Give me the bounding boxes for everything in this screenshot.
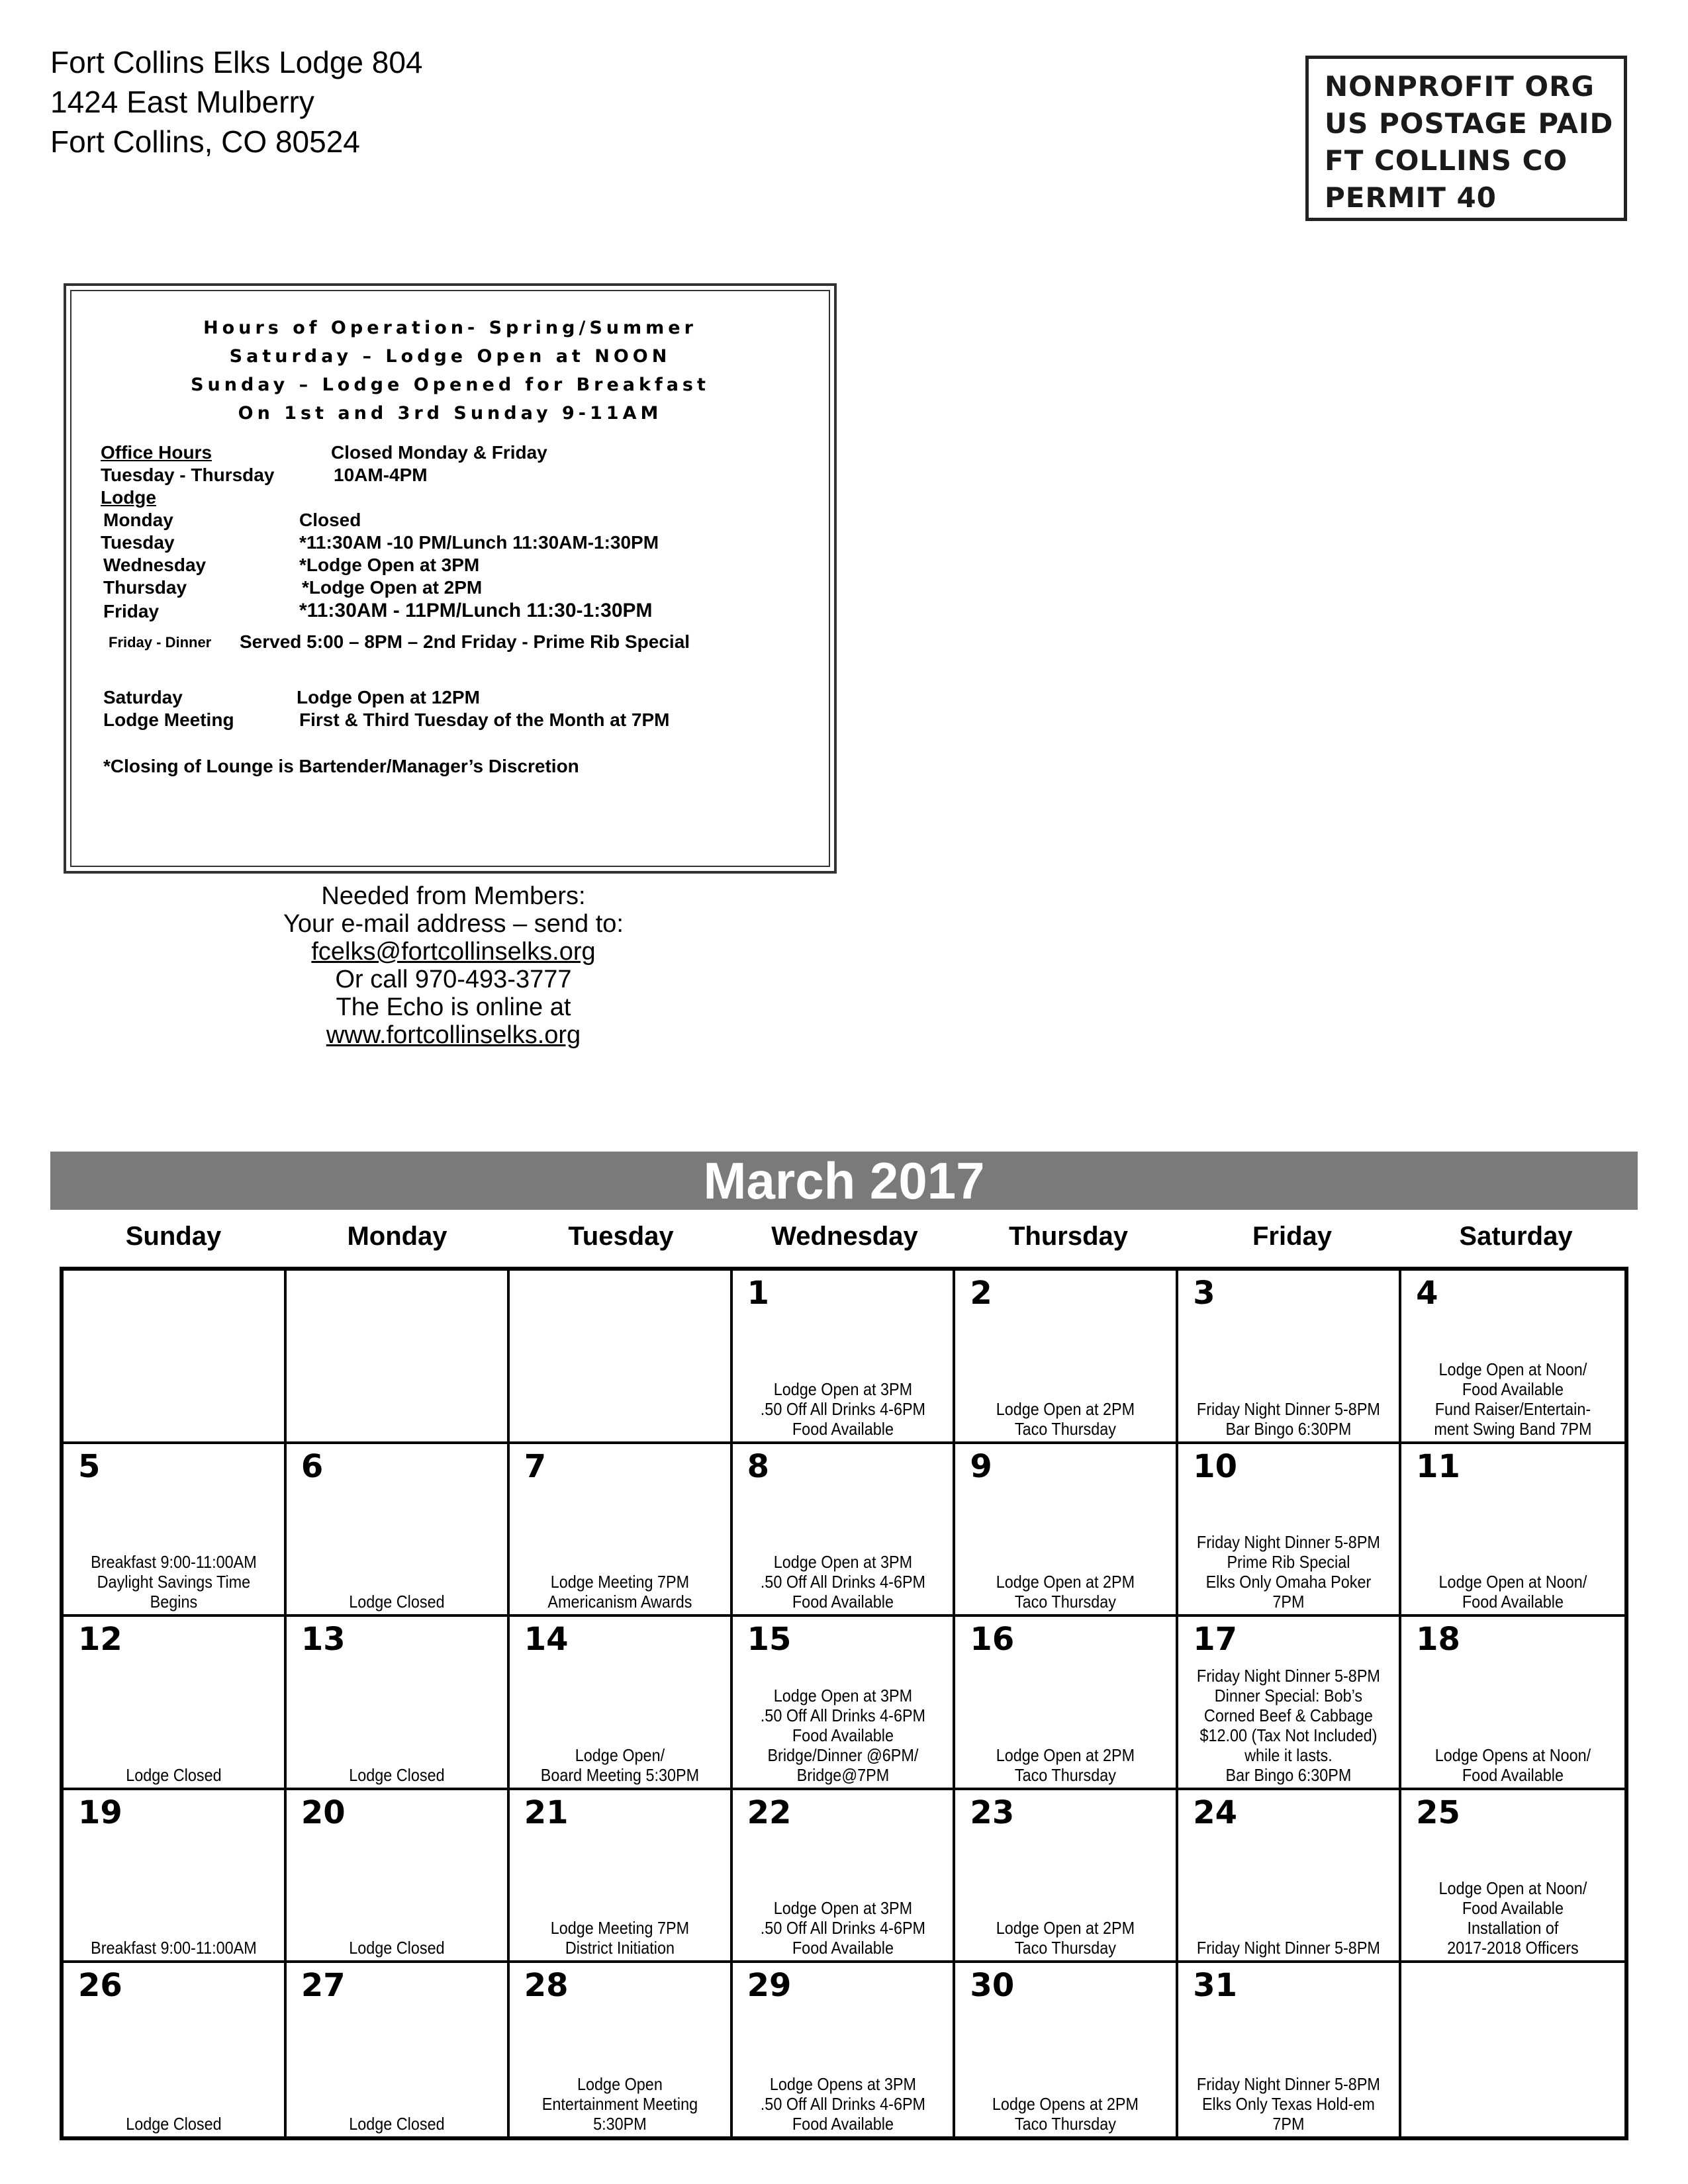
day-number: 6 bbox=[301, 1447, 324, 1485]
day-number: 13 bbox=[301, 1621, 346, 1659]
lodge-meeting-time: First & Third Tuesday of the Month at 7PM bbox=[299, 709, 670, 730]
day-events: Lodge Meeting 7PM District Initiation bbox=[550, 1918, 689, 1958]
postage-indicia bbox=[1305, 56, 1627, 221]
office-hours-closed: Closed Monday & Friday bbox=[331, 442, 547, 463]
weekday-header: Sunday bbox=[125, 1222, 222, 1251]
calendar-empty-cell bbox=[510, 1271, 733, 1444]
day-number: 29 bbox=[747, 1967, 792, 2005]
weekday-header: Thursday bbox=[1008, 1222, 1129, 1251]
day-number: 15 bbox=[747, 1621, 792, 1659]
day-events: Lodge Closed bbox=[126, 1764, 222, 1785]
day-events: Lodge Open at 3PM .50 Off All Drinks 4-6PM Food Available Bridge/Dinner @6PM/ Bridge@7PM bbox=[760, 1685, 925, 1785]
calendar-day-10 bbox=[1178, 1444, 1401, 1617]
weekday-header: Friday bbox=[1252, 1222, 1333, 1251]
calendar-day-24 bbox=[1178, 1790, 1401, 1964]
lodge-day: Thursday bbox=[103, 577, 187, 598]
day-number: 21 bbox=[524, 1794, 569, 1831]
hours-of-operation-box bbox=[64, 283, 837, 874]
day-events: Lodge Opens at Noon/ Food Available bbox=[1434, 1745, 1591, 1785]
day-events: Lodge Meeting 7PM Americanism Awards bbox=[547, 1572, 692, 1612]
office-time: 10AM-4PM bbox=[334, 465, 428, 485]
day-number: 10 bbox=[1193, 1447, 1238, 1485]
calendar-day-7 bbox=[510, 1444, 733, 1617]
postage-line: PERMIT 40 bbox=[1325, 181, 1497, 214]
calendar-day-11 bbox=[1401, 1444, 1624, 1617]
calendar-day-17 bbox=[1178, 1617, 1401, 1790]
calendar-day-8 bbox=[733, 1444, 956, 1617]
calendar-day-22 bbox=[733, 1790, 956, 1964]
day-events: Lodge Closed bbox=[349, 1764, 445, 1785]
day-number: 9 bbox=[970, 1447, 992, 1485]
lodge-time: *11:30AM -10 PM/Lunch 11:30AM-1:30PM bbox=[299, 532, 659, 553]
calendar-day-9 bbox=[955, 1444, 1178, 1617]
notice-line: Needed from Members: bbox=[321, 882, 586, 910]
day-number: 3 bbox=[1193, 1275, 1215, 1312]
day-number: 14 bbox=[524, 1621, 569, 1659]
lodge-time: *Lodge Open at 2PM bbox=[302, 577, 483, 598]
website-link[interactable]: www.fortcollinselks.org bbox=[326, 1021, 581, 1049]
lodge-time: *Lodge Open at 3PM bbox=[299, 555, 480, 575]
return-address-line: Fort Collins, CO 80524 bbox=[50, 124, 360, 159]
day-events: Lodge Closed bbox=[349, 2114, 445, 2134]
return-address-line: 1424 East Mulberry bbox=[50, 85, 314, 119]
day-number: 11 bbox=[1416, 1447, 1460, 1485]
day-events: Lodge Open Entertainment Meeting 5:30PM bbox=[541, 2074, 698, 2134]
day-events: Friday Night Dinner 5-8PM Prime Rib Special Elks Only Omaha Poker 7PM bbox=[1197, 1532, 1381, 1612]
calendar-day-3 bbox=[1178, 1271, 1401, 1444]
day-events: Lodge Open at 2PM Taco Thursday bbox=[996, 1918, 1135, 1958]
closing-note: *Closing of Lounge is Bartender/Manager’s Discretion bbox=[103, 756, 579, 776]
hours-heading-line: Saturday – Lodge Open at NOON bbox=[229, 346, 671, 367]
calendar-day-28 bbox=[510, 1963, 733, 2136]
day-number: 27 bbox=[301, 1967, 346, 2005]
postage-line: FT COLLINS CO bbox=[1325, 144, 1568, 177]
day-events: Lodge Closed bbox=[349, 1592, 445, 1612]
calendar-day-30 bbox=[955, 1963, 1178, 2136]
calendar-day-14 bbox=[510, 1617, 733, 1790]
calendar-grid bbox=[60, 1267, 1628, 2140]
day-number: 30 bbox=[970, 1967, 1015, 2005]
day-number: 22 bbox=[747, 1794, 792, 1831]
calendar-day-25 bbox=[1401, 1790, 1624, 1964]
lodge-day: Friday bbox=[103, 601, 160, 621]
day-events: Friday Night Dinner 5-8PM Bar Bingo 6:30PM bbox=[1197, 1398, 1381, 1439]
calendar-day-5 bbox=[64, 1444, 287, 1617]
calendar-title: March 2017 bbox=[50, 1152, 1638, 1210]
lodge-label: Lodge bbox=[101, 487, 156, 508]
lodge-day: Tuesday bbox=[101, 532, 175, 553]
day-events: Breakfast 9:00-11:00AM Daylight Savings Time Begins bbox=[91, 1552, 257, 1612]
calendar-day-15 bbox=[733, 1617, 956, 1790]
day-events: Lodge Open at 3PM .50 Off All Drinks 4-6PM Food Available bbox=[760, 1898, 925, 1958]
calendar-day-16 bbox=[955, 1617, 1178, 1790]
hours-heading-line: Sunday – Lodge Opened for Breakfast bbox=[191, 375, 710, 395]
lodge-day: Wednesday bbox=[103, 555, 207, 575]
day-number: 24 bbox=[1193, 1794, 1238, 1831]
day-number: 8 bbox=[747, 1447, 769, 1485]
day-number: 5 bbox=[78, 1447, 101, 1485]
saturday-time: Lodge Open at 12PM bbox=[297, 687, 480, 707]
lodge-meeting-label: Lodge Meeting bbox=[103, 709, 234, 730]
members-notice bbox=[0, 882, 907, 1049]
day-number: 28 bbox=[524, 1967, 569, 2005]
day-events: Breakfast 9:00-11:00AM bbox=[91, 1938, 257, 1958]
day-number: 17 bbox=[1193, 1621, 1238, 1659]
day-number: 20 bbox=[301, 1794, 346, 1831]
day-number: 7 bbox=[524, 1447, 547, 1485]
day-events: Lodge Closed bbox=[126, 2114, 222, 2134]
calendar-day-18 bbox=[1401, 1617, 1624, 1790]
day-events: Lodge Open at 3PM .50 Off All Drinks 4-6PM Food Available bbox=[760, 1379, 925, 1439]
day-number: 31 bbox=[1193, 1967, 1238, 2005]
notice-line: Your e-mail address – send to: bbox=[283, 910, 624, 938]
calendar-day-27 bbox=[287, 1963, 510, 2136]
calendar-empty-cell bbox=[64, 1271, 287, 1444]
calendar-day-6 bbox=[287, 1444, 510, 1617]
day-number: 25 bbox=[1416, 1794, 1460, 1831]
saturday-day: Saturday bbox=[103, 687, 183, 707]
calendar-day-21 bbox=[510, 1790, 733, 1964]
return-address bbox=[50, 42, 423, 161]
weekday-header: Wednesday bbox=[771, 1222, 918, 1251]
calendar-empty-cell bbox=[287, 1271, 510, 1444]
day-events: Lodge Open/ Board Meeting 5:30PM bbox=[540, 1745, 699, 1785]
calendar-day-1 bbox=[733, 1271, 956, 1444]
day-events: Lodge Closed bbox=[349, 1938, 445, 1958]
calendar-day-20 bbox=[287, 1790, 510, 1964]
hours-heading-line: Hours of Operation- Spring/Summer bbox=[203, 318, 697, 338]
friday-dinner-prefix: Friday - Dinner bbox=[109, 634, 212, 651]
lodge-day: Monday bbox=[103, 510, 173, 530]
office-days: Tuesday - Thursday bbox=[101, 465, 275, 485]
weekday-header: Tuesday bbox=[568, 1222, 674, 1251]
calendar-empty-cell bbox=[1401, 1963, 1624, 2136]
postage-line: NONPROFIT ORG bbox=[1325, 70, 1595, 103]
day-events: Friday Night Dinner 5-8PM bbox=[1197, 1938, 1381, 1958]
calendar-day-31 bbox=[1178, 1963, 1401, 2136]
email-link[interactable]: fcelks@fortcollinselks.org bbox=[311, 938, 596, 966]
day-events: Lodge Open at Noon/ Food Available Fund Raiser/Entertain- ment Swing Band 7PM bbox=[1434, 1359, 1592, 1439]
calendar-day-13 bbox=[287, 1617, 510, 1790]
return-address-line: Fort Collins Elks Lodge 804 bbox=[50, 45, 423, 79]
day-events: Lodge Open at 3PM .50 Off All Drinks 4-6PM Food Available bbox=[760, 1552, 925, 1612]
day-events: Lodge Open at Noon/ Food Available bbox=[1438, 1572, 1587, 1612]
lodge-time: *11:30AM - 11PM/Lunch 11:30-1:30PM bbox=[299, 600, 653, 621]
calendar-day-19 bbox=[64, 1790, 287, 1964]
day-number: 1 bbox=[747, 1275, 769, 1312]
day-events: Lodge Opens at 2PM Taco Thursday bbox=[992, 2094, 1139, 2134]
office-hours-label: Office Hours bbox=[101, 442, 212, 463]
postage-line: US POSTAGE PAID bbox=[1325, 107, 1614, 140]
notice-line: Or call 970-493-3777 bbox=[335, 966, 572, 993]
weekday-header: Saturday bbox=[1459, 1222, 1573, 1251]
calendar-day-23 bbox=[955, 1790, 1178, 1964]
calendar-day-4 bbox=[1401, 1271, 1624, 1444]
calendar-day-26 bbox=[64, 1963, 287, 2136]
day-events: Friday Night Dinner 5-8PM Dinner Special: Bob’s Corned Beef & Cabbage $12.00 (Tax Not Included) while it lasts. Bar Bingo 6:30PM bbox=[1197, 1665, 1381, 1785]
day-number: 23 bbox=[970, 1794, 1015, 1831]
day-events: Friday Night Dinner 5-8PM Elks Only Texas Hold-em 7PM bbox=[1197, 2074, 1381, 2134]
day-events: Lodge Open at 2PM Taco Thursday bbox=[996, 1745, 1135, 1785]
day-events: Lodge Opens at 3PM .50 Off All Drinks 4-6PM Food Available bbox=[760, 2074, 925, 2134]
day-number: 19 bbox=[78, 1794, 122, 1831]
day-number: 12 bbox=[78, 1621, 122, 1659]
calendar-day-29 bbox=[733, 1963, 956, 2136]
day-number: 26 bbox=[78, 1967, 122, 2005]
day-number: 18 bbox=[1416, 1621, 1460, 1659]
notice-line: The Echo is online at bbox=[336, 993, 571, 1021]
hours-heading-line: On 1st and 3rd Sunday 9-11AM bbox=[238, 403, 663, 424]
friday-dinner-text: Served 5:00 – 8PM – 2nd Friday - Prime Rib Special bbox=[240, 631, 690, 652]
day-number: 2 bbox=[970, 1275, 992, 1312]
calendar-day-12 bbox=[64, 1617, 287, 1790]
day-events: Lodge Open at 2PM Taco Thursday bbox=[996, 1572, 1135, 1612]
day-number: 4 bbox=[1416, 1275, 1438, 1312]
day-events: Lodge Open at 2PM Taco Thursday bbox=[996, 1398, 1135, 1439]
weekday-header: Monday bbox=[347, 1222, 447, 1251]
lodge-time: Closed bbox=[299, 510, 361, 530]
calendar-day-2 bbox=[955, 1271, 1178, 1444]
day-events: Lodge Open at Noon/ Food Available Installation of 2017-2018 Officers bbox=[1438, 1878, 1587, 1958]
day-number: 16 bbox=[970, 1621, 1015, 1659]
hours-heading bbox=[66, 314, 834, 428]
